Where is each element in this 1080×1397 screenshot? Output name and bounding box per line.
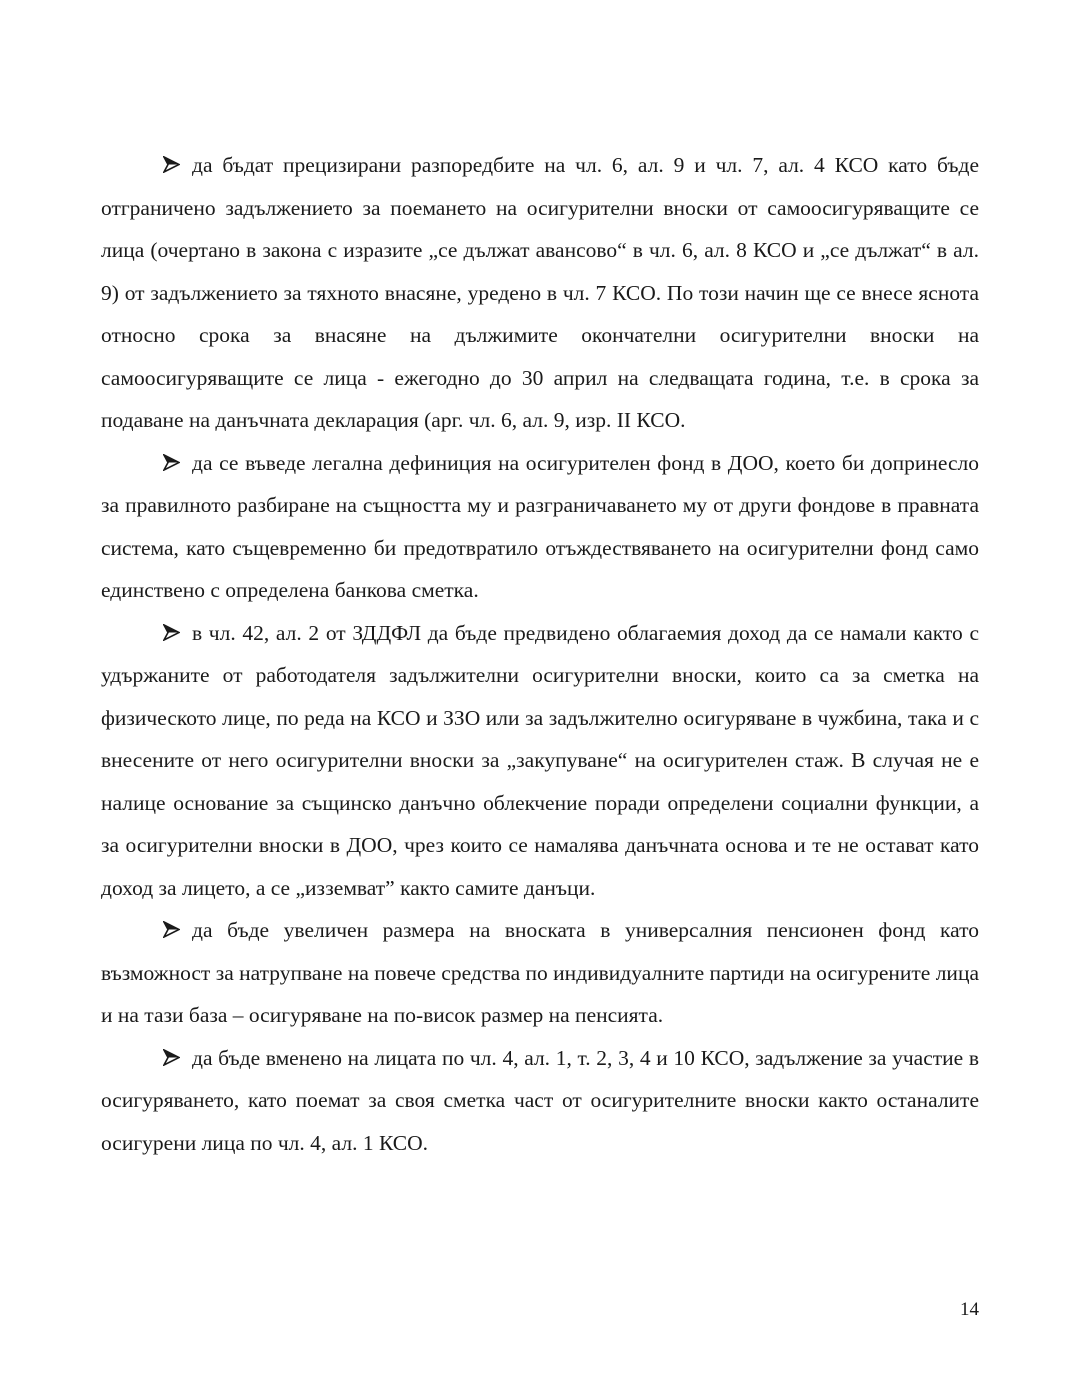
- arrow-bullet-icon: [163, 921, 180, 938]
- bullet-item-2: [101, 442, 979, 612]
- arrow-bullet-icon: [163, 624, 180, 641]
- bullet-text: в чл. 42, ал. 2 от ЗДДФЛ да бъде предвидено облагаемия доход да се намали както с удържаните от работодателя задължителни осигурителни вноски, които са за сметка на физическото лице, по реда на КСО и ЗЗО или за задължително осигуряване в чужбина, така и с внесените от него осигурителни вноски за „закупуване“ на осигурителен стаж. В случая не е налице основание за същинско данъчно облекчение поради определени социални функции, а за осигурителни вноски в ДОО, чрез които се намалява данъчната основа и те не остават като доход за лицето, а се „изземват” както самите данъци.: [101, 620, 979, 900]
- arrow-bullet-icon: [163, 454, 180, 471]
- bullet-item-5: [101, 1037, 979, 1165]
- arrow-bullet-icon: [163, 156, 180, 173]
- bullet-item-4: [101, 909, 979, 1037]
- bullet-text: да бъде вменено на лицата по чл. 4, ал. 1, т. 2, 3, 4 и 10 КСО, задължение за участие в осигуряването, като поемат за своя сметка част от осигурителните вноски както останалите осигурени лица по чл. 4, ал. 1 КСО.: [101, 1045, 979, 1155]
- bullet-text: да бъдат прецизирани разпоредбите на чл. 6, ал. 9 и чл. 7, ал. 4 КСО като бъде отграничено задължението за поемането на осигурителни вноски от самоосигуряващите се лица (очертано в закона с изразите „се дължат авансово“ в чл. 6, ал. 8 КСО и „се дължат“ в ал. 9) от задължението за тяхното внасяне, уредено в чл. 7 КСО. По този начин ще се внесе яснота относно срока за внасяне на дължимите окончателни осигурителни вноски на самоосигуряващите се лица - ежегодно до 30 април на следващата година, т.е. в срока за подаване на данъчната декларация (арг. чл. 6, ал. 9, изр. II КСО.: [101, 153, 979, 432]
- document-body: [101, 144, 979, 1164]
- arrow-bullet-icon: [163, 1049, 180, 1066]
- bullet-text: да се въведе легална дефиниция на осигурителен фонд в ДОО, което би допринесло за правилното разбиране на същността му и разграничаването му от други фондове в правната система, като същевременно би предотвратило отъждествяването на осигурителни фонд само единствено с определена банкова сметка.: [101, 450, 979, 602]
- bullet-item-3: [101, 612, 979, 910]
- bullet-item-1: [101, 144, 979, 442]
- page-number: 14: [960, 1299, 979, 1320]
- bullet-text: да бъде увеличен размера на вноската в универсалния пенсионен фонд като възможност за натрупване на повече средства по индивидуалните партиди на осигурените лица и на тази база – осигуряване на по-висок размер на пенсията.: [101, 918, 979, 1027]
